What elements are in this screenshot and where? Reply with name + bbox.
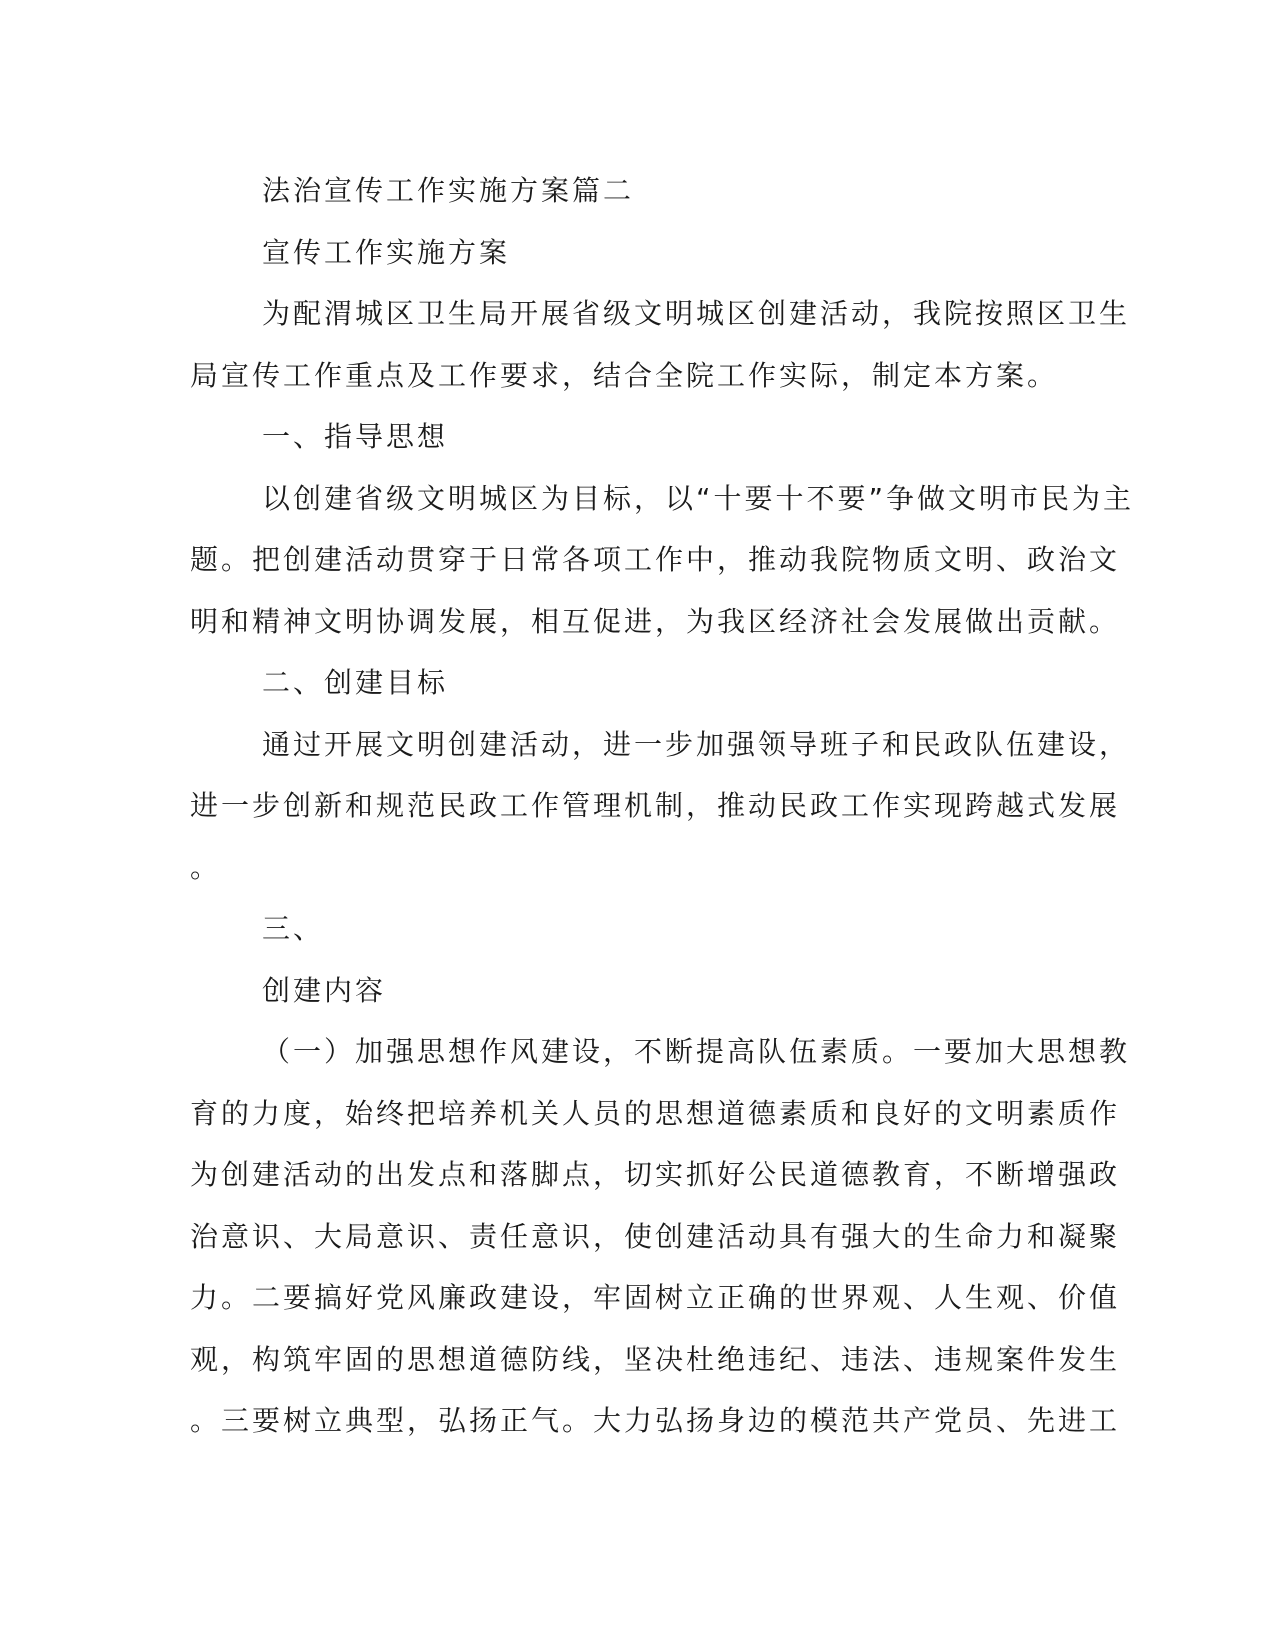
- paragraph-line: 力。二要搞好党风廉政建设，牢固树立正确的世界观、人生观、价值: [190, 1281, 1121, 1314]
- document-title: 法治宣传工作实施方案篇二: [262, 174, 635, 207]
- paragraph-line: 为创建活动的出发点和落脚点，切实抓好公民道德教育，不断增强政: [190, 1158, 1121, 1191]
- paragraph-line: 题。把创建活动贯穿于日常各项工作中，推动我院物质文明、政治文: [190, 543, 1121, 576]
- document-subtitle: 宣传工作实施方案: [262, 235, 511, 269]
- paragraph-line: 育的力度，始终把培养机关人员的思想道德素质和良好的文明素质作: [190, 1096, 1121, 1130]
- paragraph-line: 以创建省级文明城区为目标，以“十要十不要”争做文明市民为主: [262, 481, 1135, 515]
- paragraph-line: 局宣传工作重点及工作要求，结合全院工作实际，制定本方案。: [190, 358, 1059, 392]
- paragraph-line: 明和精神文明协调发展，相互促进，为我区经济社会发展做出贡献。: [190, 604, 1121, 638]
- paragraph-line: 观，构筑牢固的思想道德防线，坚决杜绝违纪、违法、违规案件发生: [190, 1342, 1121, 1376]
- section-heading: 二、创建目标: [262, 666, 449, 699]
- paragraph-line: 。: [190, 850, 222, 884]
- document-body: [190, 160, 1135, 1452]
- paragraph-line: 治意识、大局意识、责任意识，使创建活动具有强大的生命力和凝聚: [190, 1219, 1121, 1253]
- section-heading: 一、指导思想: [262, 420, 449, 453]
- paragraph-line: 通过开展文明创建活动，进一步加强领导班子和民政队伍建设，: [262, 727, 1131, 761]
- section-heading: 创建内容: [262, 973, 387, 1007]
- paragraph-line: 进一步创新和规范民政工作管理机制，推动民政工作实现跨越式发展: [190, 789, 1121, 822]
- paragraph-line: 为配渭城区卫生局开展省级文明城区创建活动，我院按照区卫生: [262, 297, 1131, 330]
- section-heading: 三、: [262, 912, 325, 945]
- paragraph-line: 。三要树立典型，弘扬正气。大力弘扬身边的模范共产党员、先进工: [190, 1404, 1121, 1437]
- paragraph-line: （一）加强思想作风建设，不断提高队伍素质。一要加大思想教: [262, 1035, 1131, 1068]
